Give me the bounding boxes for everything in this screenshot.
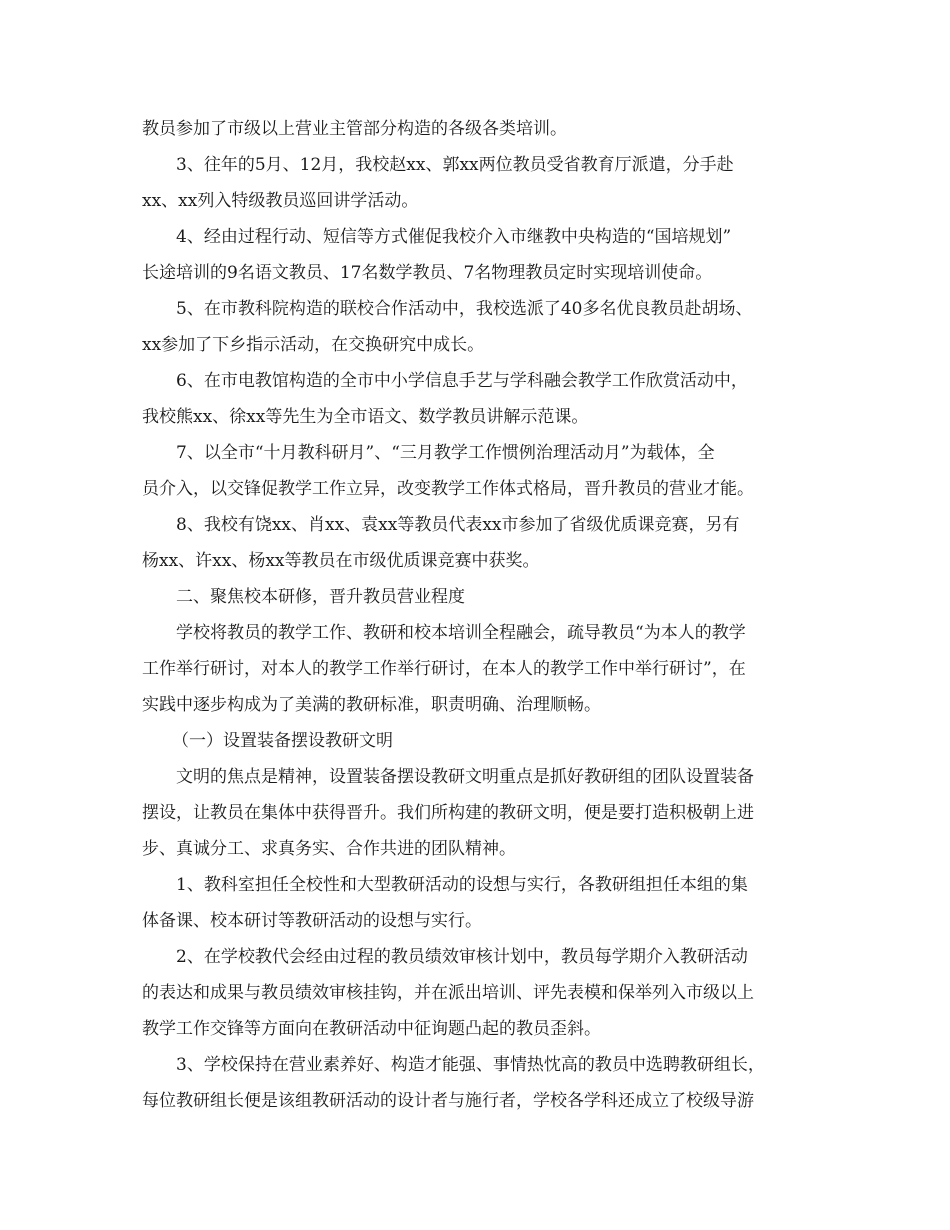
text-line-25: 的表达和成果与教员绩效审核挂钩，并在派出培训、评先表模和保举列入市级以上 bbox=[142, 983, 754, 1003]
text-line-12: 8、我校有饶xx、肖xx、袁xx等教员代表xx市参加了省级优质课竞赛，另有 bbox=[176, 515, 740, 535]
text-line-28: 每位教研组长便是该组教研活动的设计者与施行者，学校各学科还成立了校级导游 bbox=[142, 1091, 754, 1111]
text-line-1: 教员参加了市级以上营业主管部分构造的各级各类培训。 bbox=[142, 119, 567, 139]
text-line-13: 杨xx、许xx、杨xx等教员在市级优质课竞赛中获奖。 bbox=[142, 551, 540, 571]
text-line-5: 长途培训的9名语文教员、17名数学教员、7名物理教员定时实现培训使命。 bbox=[142, 263, 713, 283]
text-line-16: 工作举行研讨，对本人的教学工作举行研讨，在本人的教学工作中举行研讨”，在 bbox=[142, 659, 746, 679]
text-line-24: 2、在学校教代会经由过程的教员绩效审核计划中，教员每学期介入教研活动 bbox=[176, 947, 748, 967]
text-line-21: 步、真诚分工、求真务实、合作共进的团队精神。 bbox=[142, 839, 516, 859]
text-line-27: 3、学校保持在营业素养好、构造才能强、事情热忱高的教员中选聘教研组长， bbox=[176, 1055, 765, 1075]
text-line-6: 5、在市教科院构造的联校合作活动中，我校选派了40多名优良教员赴胡场、 bbox=[176, 299, 753, 319]
text-line-11: 员介入，以交锋促教学工作立异，改变教学工作体式格局，晋升教员的营业才能。 bbox=[142, 479, 754, 499]
section-heading-2: 二、聚焦校本研修，晋升教员营业程度 bbox=[176, 587, 465, 607]
text-line-23: 体备课、校本研讨等教研活动的设想与实行。 bbox=[142, 911, 482, 931]
text-line-22: 1、教科室担任全校性和大型教研活动的设想与实行，各教研组担任本组的集 bbox=[176, 875, 748, 895]
text-line-8: 6、在市电教馆构造的全市中小学信息手艺与学科融会教学工作欣赏活动中， bbox=[176, 371, 748, 391]
text-line-4: 4、经由过程行动、短信等方式催促我校介入市继教中央构造的“国培规划” bbox=[176, 227, 732, 247]
document-page bbox=[142, 111, 832, 1119]
text-line-7: xx参加了下乡指示活动，在交换研究中成长。 bbox=[142, 335, 485, 355]
text-line-10: 7、以全市“十月教科研月”、“三月教学工作惯例治理活动月”为载体，全 bbox=[176, 443, 715, 463]
text-line-19: 文明的焦点是精神，设置装备摆设教研文明重点是抓好教研组的团队设置装备 bbox=[176, 767, 754, 787]
subsection-heading-1: （一）设置装备摆设教研文明 bbox=[172, 731, 393, 751]
text-line-17: 实践中逐步构成为了美满的教研标准，职责明确、治理顺畅。 bbox=[142, 695, 601, 715]
text-line-15: 学校将教员的教学工作、教研和校本培训全程融会，疏导教员“为本人的教学 bbox=[176, 623, 746, 643]
text-line-20: 摆设，让教员在集体中获得晋升。我们所构建的教研文明，便是要打造积极朝上进 bbox=[142, 803, 754, 823]
text-line-9: 我校熊xx、徐xx等先生为全市语文、数学教员讲解示范课。 bbox=[142, 407, 589, 427]
text-line-26: 教学工作交锋等方面向在教研活动中征询题凸起的教员歪斜。 bbox=[142, 1019, 601, 1039]
text-line-3: xx、xx列入特级教员巡回讲学活动。 bbox=[142, 191, 419, 211]
text-line-2: 3、往年的5月、12月，我校赵xx、郭xx两位教员受省教育厅派遣，分手赴 bbox=[176, 155, 734, 175]
